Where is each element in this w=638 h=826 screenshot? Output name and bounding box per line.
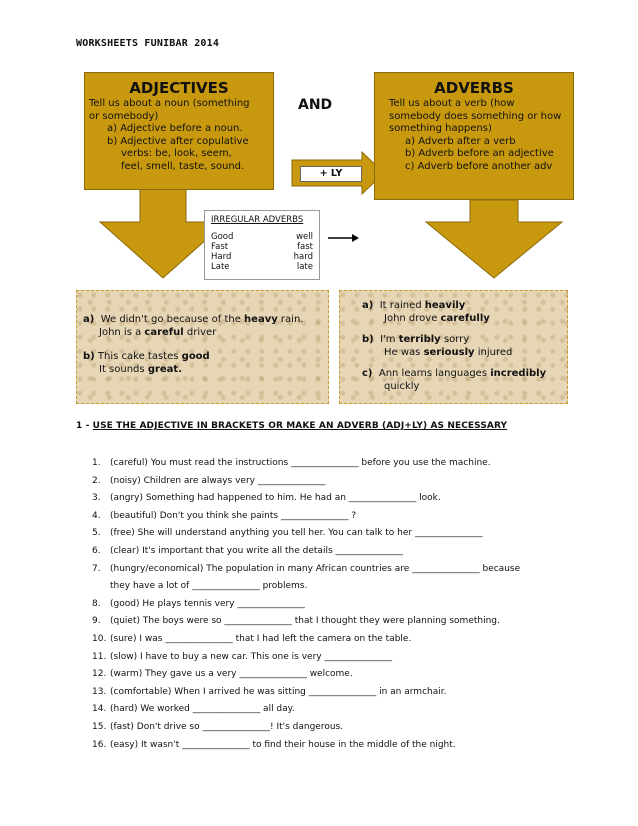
example-line (362, 333, 561, 346)
exercise-item (92, 508, 612, 526)
exercise-item (92, 596, 612, 614)
irregular-adverbs-box (204, 210, 320, 280)
example-text: rain. (280, 314, 304, 325)
irregular-row (211, 232, 313, 242)
example-bold: good (181, 351, 210, 362)
adjectives-line: b) Adjective after copulative (107, 135, 249, 147)
exercise-text: (quiet) The boys were so _______________ that I thought they were planning something. (110, 616, 500, 627)
exercise-text: (easy) It wasn't _______________ to find their house in the middle of the night. (110, 739, 456, 750)
example-bold: great. (147, 364, 183, 375)
example-label: a) (362, 300, 374, 311)
example-text: sorry (443, 334, 470, 345)
exercise-item (92, 455, 612, 473)
example-line (362, 312, 561, 325)
irregular-adv: late (296, 262, 313, 272)
example-label: b) (83, 351, 95, 362)
exercise-number: 13. (92, 686, 107, 697)
exercise-text: they have a lot of _______________ problems. (110, 581, 308, 592)
exercise-text: (free) She will understand anything you tell her. You can talk to her _______________ (110, 528, 483, 539)
exercise-item (92, 561, 612, 579)
example-text: John drove (384, 313, 438, 324)
exercise-number: 12. (92, 669, 107, 680)
exercise-text: (sure) I was _______________ that I had left the camera on the table. (110, 633, 412, 644)
irregular-title: IRREGULAR ADVERBS (211, 215, 304, 225)
exercise-item (92, 649, 612, 667)
example-line (83, 350, 322, 363)
adverbs-line: Tell us about a verb (how (389, 98, 515, 109)
example-label: a) (83, 314, 95, 325)
exercise-list (92, 455, 612, 754)
adjectives-line: feel, smell, taste, sound. (121, 160, 245, 172)
example-text: injured (477, 347, 513, 358)
adverb-examples-box (339, 290, 568, 404)
exercise-text: (angry) Something had happened to him. He had an _______________ look. (110, 493, 441, 504)
adjectives-title: ADJECTIVES (129, 79, 229, 97)
exercise-item (92, 613, 612, 631)
adverbs-line: b) Adverb before an adjective (405, 148, 554, 159)
example-bold: seriously (423, 347, 475, 358)
exercise-item (92, 543, 612, 561)
irregular-row (211, 262, 313, 272)
exercise-text: (warm) They gave us a very _______________ welcome. (110, 669, 353, 680)
example-bold: carefully (440, 313, 490, 324)
example-line: quickly (384, 381, 420, 392)
exercise-text: (hungry/economical) The population in many African countries are _______________ because (110, 563, 521, 574)
adverbs-down-arrow (426, 200, 562, 278)
exercise-text: (good) He plays tennis very _______________ (110, 598, 305, 609)
adverbs-line: something happens) (389, 123, 492, 134)
adjectives-line: Tell us about a noun (something (89, 98, 250, 109)
irregular-adv: well (296, 232, 313, 242)
exercise-item (92, 719, 612, 737)
exercise-item-continuation (92, 578, 612, 596)
irregular-adj: Hard (211, 252, 232, 262)
example-text: I'm (380, 334, 396, 345)
exercise-number: 2. (92, 475, 101, 486)
example-bold: incredibly (490, 368, 547, 379)
exercise-item (92, 737, 612, 755)
exercise-text: (beautiful) Don't you think she paints _______________ ? (110, 510, 357, 521)
exercise-number: 5. (92, 528, 101, 539)
example-text: It rained (379, 300, 422, 311)
adjectives-line: a) Adjective before a noun. (107, 123, 243, 134)
adverbs-box (374, 72, 574, 200)
adjectives-line: or somebody) (89, 110, 159, 122)
example-label: c) (362, 368, 373, 379)
example-text: This cake tastes (97, 351, 179, 362)
ly-label: + LY (300, 166, 362, 182)
adjectives-box (84, 72, 274, 190)
adjective-examples-box (76, 290, 329, 404)
example-text: It sounds (99, 364, 145, 375)
irregular-arrow-head (352, 234, 359, 242)
irregular-row (211, 242, 313, 252)
exercise-number: 11. (92, 651, 107, 662)
adverbs-line: c) Adverb before another adv (405, 160, 553, 172)
example-line (362, 299, 561, 312)
example-text: We didn't go because of the (100, 314, 241, 325)
exercise-item (92, 490, 612, 508)
example-bold: careful (144, 327, 184, 338)
adverbs-title: ADVERBS (434, 79, 514, 97)
example-line (362, 346, 561, 359)
exercise-number: 8. (92, 598, 101, 609)
irregular-adj: Fast (211, 242, 229, 252)
section-prefix: 1 - (76, 421, 93, 431)
section-title (76, 421, 507, 431)
exercise-number: 3. (92, 493, 101, 504)
irregular-adj: Late (211, 262, 230, 272)
worksheet-header: WORKSHEETS FUNIBAR 2014 (76, 38, 220, 49)
exercise-text: (careful) You must read the instructions _______________ before you use the machine. (110, 458, 491, 468)
exercise-number: 1. (92, 458, 101, 468)
section-title-text: USE THE ADJECTIVE IN BRACKETS OR MAKE AN ADVERB (ADJ+LY) AS NECESSARY (92, 421, 508, 431)
irregular-adj: Good (211, 232, 234, 242)
exercise-number: 6. (92, 545, 101, 556)
irregular-adv: fast (297, 242, 313, 252)
exercise-number: 9. (92, 616, 101, 627)
exercise-text: (clear) It's important that you write all the details _______________ (110, 545, 403, 556)
exercise-text: (fast) Don't drive so _______________! It's dangerous. (110, 721, 344, 732)
irregular-adv: hard (293, 252, 313, 262)
example-bold: terribly (398, 334, 441, 345)
exercise-item (92, 473, 612, 491)
example-line (362, 367, 561, 380)
exercise-text: (hard) We worked _______________ all day. (110, 704, 295, 715)
exercise-number: 4. (92, 510, 101, 521)
and-label: AND (298, 97, 333, 113)
exercise-text: (comfortable) When I arrived he was sitting _______________ in an armchair. (110, 686, 447, 697)
exercise-number: 16. (92, 739, 107, 750)
example-bold: heavily (424, 300, 466, 311)
example-line (83, 313, 322, 326)
example-text: He was (384, 347, 421, 358)
exercise-item (92, 525, 612, 543)
exercise-number: 14. (92, 704, 107, 715)
irregular-row (211, 252, 313, 262)
exercise-number: 15. (92, 721, 107, 732)
example-label: b) (362, 334, 374, 345)
exercise-item (92, 666, 612, 684)
exercise-number: 10. (92, 633, 107, 644)
adverbs-line: somebody does something or how (389, 110, 562, 122)
exercise-item (92, 701, 612, 719)
example-text: Ann learns languages (378, 368, 488, 379)
example-text: John is a (99, 327, 142, 338)
exercise-item (92, 684, 612, 702)
example-text: driver (186, 327, 217, 338)
exercise-number: 7. (92, 563, 101, 574)
exercise-text: (noisy) Children are always very _______________ (110, 475, 326, 486)
exercise-item (92, 631, 612, 649)
adverbs-line: a) Adverb after a verb (405, 135, 516, 147)
example-bold: heavy (244, 314, 278, 325)
example-line (83, 326, 322, 339)
adjectives-line: verbs: be, look, seem, (121, 148, 232, 159)
example-line (83, 363, 322, 376)
exercise-text: (slow) I have to buy a new car. This one is very _______________ (110, 651, 392, 662)
